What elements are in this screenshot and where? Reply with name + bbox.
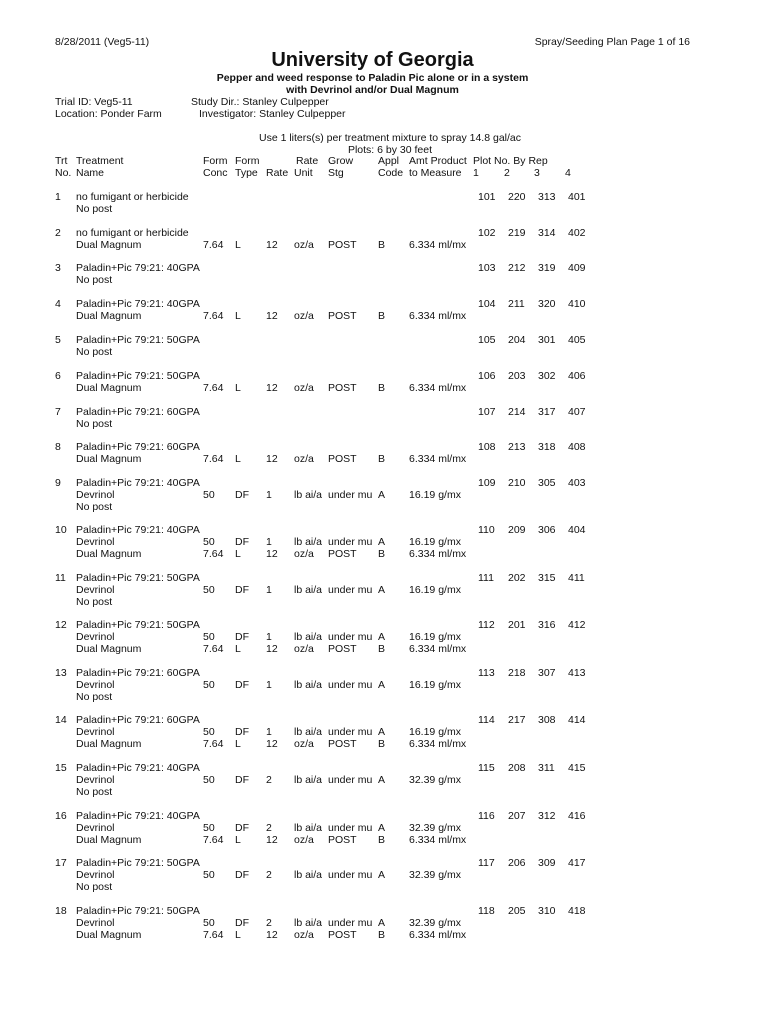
grow-stage: POST: [328, 239, 357, 251]
appl-code: A: [378, 584, 386, 596]
plot-rep-1: 101: [478, 191, 496, 203]
plot-rep-1: 102: [478, 227, 496, 239]
amt-product: 16.19 g/mx: [409, 679, 461, 691]
amt-product: 32.39 g/mx: [409, 822, 461, 834]
appl-code: A: [378, 774, 386, 786]
study-director: Study Dir.: Stanley Culpepper: [191, 96, 329, 108]
form-type: DF: [235, 917, 249, 929]
form-conc: 50: [203, 631, 215, 643]
plot-rep-4: 402: [568, 227, 586, 239]
plot-rep-3: 305: [538, 477, 556, 489]
treatment-name: Devrinol: [76, 917, 115, 929]
plot-rep-3: 307: [538, 667, 556, 679]
plot-rep-1: 110: [478, 524, 495, 536]
plot-rep-4: 404: [568, 524, 586, 536]
plot-rep-4: 403: [568, 477, 586, 489]
treatment-name: Paladin+Pic 79:21: 50GPA: [76, 857, 200, 869]
grow-stage: under mu: [328, 631, 373, 643]
plot-rep-3: 301: [538, 334, 556, 346]
subtitle-line-2: with Devrinol and/or Dual Magnum: [286, 84, 459, 96]
treatment-name: Paladin+Pic 79:21: 40GPA: [76, 810, 200, 822]
rate: 2: [266, 774, 272, 786]
grow-stage: under mu: [328, 489, 373, 501]
rate: 12: [266, 382, 278, 394]
treatment-name: Paladin+Pic 79:21: 50GPA: [76, 619, 200, 631]
subtitle-line-1: Pepper and weed response to Paladin Pic alone or in a system: [216, 72, 529, 84]
col-rate-unit: Rate Unit: [294, 155, 319, 179]
rate-unit: oz/a: [294, 310, 314, 322]
amt-product: 6.334 ml/mx: [409, 834, 467, 846]
col-treatment-name: Treatment Name: [76, 155, 124, 179]
treatment-number: 15: [55, 762, 67, 774]
form-type: L: [235, 738, 241, 750]
trial-id: Trial ID: Veg5-11: [55, 96, 133, 108]
plot-rep-1: 116: [478, 810, 495, 822]
plot-rep-4: 406: [568, 370, 586, 382]
treatment-name: no fumigant or herbicide: [76, 191, 189, 203]
rate: 2: [266, 869, 272, 881]
grow-stage: under mu: [328, 774, 373, 786]
rate-unit: lb ai/a: [294, 679, 323, 691]
plot-rep-2: 202: [508, 572, 526, 584]
plot-rep-4: 415: [568, 762, 586, 774]
plot-rep-3: 310: [538, 905, 556, 917]
plot-rep-2: 207: [508, 810, 526, 822]
plot-rep-4: 412: [568, 619, 586, 631]
spray-volume-note: Use 1 liters(s) per treatment mixture to spray 14.8 gal/ac: [258, 132, 522, 144]
col-amt-product: Amt Product to Measure: [409, 155, 467, 179]
appl-code: A: [378, 869, 386, 881]
treatment-name: Paladin+Pic 79:21: 40GPA: [76, 262, 200, 274]
col-grow-stage: Grow Stg: [328, 155, 354, 179]
amt-product: 6.334 ml/mx: [409, 738, 467, 750]
rate-unit: lb ai/a: [294, 726, 323, 738]
grow-stage: under mu: [328, 917, 373, 929]
form-conc: 7.64: [203, 834, 224, 846]
form-type: L: [235, 382, 241, 394]
treatment-name: Paladin+Pic 79:21: 40GPA: [76, 762, 200, 774]
grow-stage: under mu: [328, 822, 373, 834]
form-conc: 7.64: [203, 929, 224, 941]
grow-stage: under mu: [328, 679, 373, 691]
grow-stage: POST: [328, 738, 357, 750]
treatment-name: Devrinol: [76, 584, 115, 596]
rate-unit: lb ai/a: [294, 536, 323, 548]
grow-stage: under mu: [328, 726, 373, 738]
treatment-name: Paladin+Pic 79:21: 50GPA: [76, 370, 200, 382]
plot-rep-4: 410: [568, 298, 586, 310]
plot-rep-2: 219: [508, 227, 526, 239]
plot-rep-3: 319: [538, 262, 556, 274]
col-form-type: Form Type: [235, 155, 260, 179]
plot-rep-1: 114: [478, 714, 495, 726]
plot-rep-2: 210: [508, 477, 526, 489]
treatment-name: Dual Magnum: [76, 738, 142, 750]
rate: 1: [266, 489, 272, 501]
rate: 2: [266, 917, 272, 929]
treatment-name: No post: [76, 274, 113, 286]
form-conc: 7.64: [203, 548, 224, 560]
plot-rep-4: 418: [568, 905, 586, 917]
treatment-name: Paladin+Pic 79:21: 60GPA: [76, 714, 200, 726]
form-type: L: [235, 239, 241, 251]
form-conc: 50: [203, 584, 215, 596]
plot-rep-3: 306: [538, 524, 556, 536]
amt-product: 6.334 ml/mx: [409, 453, 467, 465]
treatment-number: 8: [55, 441, 61, 453]
treatment-name: No post: [76, 501, 113, 513]
form-type: DF: [235, 869, 249, 881]
treatment-number: 3: [55, 262, 61, 274]
treatment-number: 5: [55, 334, 61, 346]
plot-rep-2: 218: [508, 667, 526, 679]
treatment-name: Devrinol: [76, 536, 115, 548]
appl-code: B: [378, 929, 386, 941]
appl-code: A: [378, 917, 386, 929]
rate: 1: [266, 679, 272, 691]
plot-rep-2: 212: [508, 262, 526, 274]
rate-unit: lb ai/a: [294, 631, 323, 643]
plot-rep-4: 411: [568, 572, 585, 584]
rate-unit: oz/a: [294, 834, 314, 846]
form-conc: 7.64: [203, 453, 224, 465]
form-type: L: [235, 453, 241, 465]
rate-unit: lb ai/a: [294, 584, 323, 596]
grow-stage: POST: [328, 453, 357, 465]
plot-rep-2: 214: [508, 406, 526, 418]
form-conc: 50: [203, 489, 215, 501]
treatment-name: Dual Magnum: [76, 310, 142, 322]
appl-code: B: [378, 834, 386, 846]
treatment-name: Paladin+Pic 79:21: 50GPA: [76, 572, 200, 584]
grow-stage: POST: [328, 548, 357, 560]
form-type: DF: [235, 822, 249, 834]
amt-product: 16.19 g/mx: [409, 536, 461, 548]
rate-unit: oz/a: [294, 929, 314, 941]
plot-rep-1: 113: [478, 667, 495, 679]
treatment-name: Dual Magnum: [76, 453, 142, 465]
page-label: Spray/Seeding Plan Page 1 of 16: [534, 36, 690, 48]
amt-product: 6.334 ml/mx: [409, 643, 467, 655]
plot-rep-3: 316: [538, 619, 556, 631]
col-rep-4: 4: [565, 167, 571, 179]
treatment-name: Dual Magnum: [76, 643, 142, 655]
amt-product: 6.334 ml/mx: [409, 239, 467, 251]
plot-rep-2: 206: [508, 857, 526, 869]
plot-rep-1: 111: [478, 572, 494, 584]
investigator: Investigator: Stanley Culpepper: [199, 108, 346, 120]
rate: 1: [266, 536, 272, 548]
treatment-number: 1: [55, 191, 61, 203]
form-conc: 50: [203, 822, 215, 834]
appl-code: B: [378, 643, 386, 655]
appl-code: A: [378, 726, 386, 738]
treatment-number: 18: [55, 905, 67, 917]
rate: 12: [266, 548, 278, 560]
treatment-name: no fumigant or herbicide: [76, 227, 189, 239]
plot-size-note: Plots: 6 by 30 feet: [347, 144, 433, 156]
treatment-number: 11: [55, 572, 66, 584]
grow-stage: under mu: [328, 584, 373, 596]
rate: 12: [266, 239, 278, 251]
plot-rep-3: 302: [538, 370, 556, 382]
form-type: L: [235, 310, 241, 322]
form-conc: 7.64: [203, 738, 224, 750]
rate-unit: oz/a: [294, 239, 314, 251]
plot-rep-1: 115: [478, 762, 495, 774]
plot-rep-2: 204: [508, 334, 526, 346]
plot-rep-3: 314: [538, 227, 556, 239]
form-type: DF: [235, 679, 249, 691]
plot-rep-2: 201: [508, 619, 526, 631]
appl-code: A: [378, 489, 386, 501]
col-plot-no-by-rep: Plot No. By Rep: [473, 155, 548, 167]
treatment-name: No post: [76, 786, 113, 798]
treatment-name: Paladin+Pic 79:21: 40GPA: [76, 298, 200, 310]
form-conc: 50: [203, 869, 215, 881]
appl-code: B: [378, 738, 386, 750]
treatment-name: Devrinol: [76, 631, 115, 643]
treatment-number: 17: [55, 857, 67, 869]
amt-product: 6.334 ml/mx: [409, 310, 467, 322]
form-type: L: [235, 929, 241, 941]
col-rep-3: 3: [534, 167, 540, 179]
plot-rep-4: 409: [568, 262, 586, 274]
plot-rep-4: 417: [568, 857, 586, 869]
treatment-name: Dual Magnum: [76, 548, 142, 560]
treatment-name: No post: [76, 691, 113, 703]
treatment-number: 7: [55, 406, 61, 418]
amt-product: 16.19 g/mx: [409, 726, 461, 738]
plot-rep-1: 107: [478, 406, 496, 418]
plot-rep-1: 103: [478, 262, 496, 274]
treatment-name: No post: [76, 346, 113, 358]
form-type: L: [235, 834, 241, 846]
form-type: DF: [235, 489, 249, 501]
rate: 12: [266, 834, 278, 846]
plot-rep-1: 108: [478, 441, 496, 453]
appl-code: B: [378, 239, 386, 251]
plot-rep-3: 313: [538, 191, 556, 203]
amt-product: 32.39 g/mx: [409, 917, 461, 929]
plot-rep-1: 117: [478, 857, 495, 869]
treatment-name: No post: [76, 881, 113, 893]
treatment-number: 9: [55, 477, 61, 489]
amt-product: 16.19 g/mx: [409, 584, 461, 596]
plot-rep-2: 211: [508, 298, 525, 310]
form-conc: 50: [203, 726, 215, 738]
rate-unit: lb ai/a: [294, 869, 323, 881]
treatment-name: Paladin+Pic 79:21: 60GPA: [76, 441, 200, 453]
page-title: University of Georgia: [271, 49, 474, 71]
plot-rep-3: 311: [538, 762, 555, 774]
col-rate: Rate: [266, 167, 289, 179]
plot-rep-4: 416: [568, 810, 586, 822]
plot-rep-1: 105: [478, 334, 496, 346]
grow-stage: POST: [328, 929, 357, 941]
plot-rep-1: 109: [478, 477, 496, 489]
rate: 2: [266, 822, 272, 834]
plot-rep-3: 308: [538, 714, 556, 726]
appl-code: B: [378, 548, 386, 560]
appl-code: B: [378, 453, 386, 465]
location: Location: Ponder Farm: [55, 108, 162, 120]
treatment-number: 4: [55, 298, 61, 310]
appl-code: A: [378, 679, 386, 691]
treatment-name: Dual Magnum: [76, 382, 142, 394]
col-form-conc: Form Conc: [203, 155, 228, 179]
form-conc: 7.64: [203, 382, 224, 394]
rate-unit: lb ai/a: [294, 822, 323, 834]
amt-product: 32.39 g/mx: [409, 774, 461, 786]
col-rep-1: 1: [473, 167, 479, 179]
form-type: DF: [235, 584, 249, 596]
rate: 12: [266, 738, 278, 750]
plot-rep-2: 220: [508, 191, 526, 203]
treatment-number: 16: [55, 810, 67, 822]
col-trt: Trt No.: [55, 155, 72, 179]
treatment-number: 2: [55, 227, 61, 239]
rate-unit: oz/a: [294, 453, 314, 465]
amt-product: 6.334 ml/mx: [409, 382, 467, 394]
plot-rep-1: 106: [478, 370, 496, 382]
amt-product: 16.19 g/mx: [409, 489, 461, 501]
rate-unit: oz/a: [294, 643, 314, 655]
amt-product: 6.334 ml/mx: [409, 929, 467, 941]
form-type: L: [235, 643, 241, 655]
rate: 12: [266, 643, 278, 655]
form-type: DF: [235, 631, 249, 643]
form-conc: 50: [203, 917, 215, 929]
treatment-number: 14: [55, 714, 67, 726]
rate-unit: lb ai/a: [294, 774, 323, 786]
treatment-name: Dual Magnum: [76, 834, 142, 846]
treatment-number: 13: [55, 667, 67, 679]
treatment-name: Paladin+Pic 79:21: 40GPA: [76, 477, 200, 489]
form-conc: 50: [203, 679, 215, 691]
plot-rep-1: 112: [478, 619, 495, 631]
treatment-name: Paladin+Pic 79:21: 40GPA: [76, 524, 200, 536]
rate: 1: [266, 726, 272, 738]
treatment-name: Devrinol: [76, 774, 115, 786]
plot-rep-4: 407: [568, 406, 586, 418]
plot-rep-3: 317: [538, 406, 556, 418]
form-type: DF: [235, 774, 249, 786]
rate-unit: lb ai/a: [294, 917, 323, 929]
plot-rep-3: 320: [538, 298, 556, 310]
form-conc: 50: [203, 774, 215, 786]
rate-unit: lb ai/a: [294, 489, 323, 501]
col-rep-2: 2: [504, 167, 510, 179]
plot-rep-3: 318: [538, 441, 556, 453]
treatment-number: 6: [55, 370, 61, 382]
treatment-number: 12: [55, 619, 67, 631]
form-type: DF: [235, 726, 249, 738]
date-trial: 8/28/2011 (Veg5-11): [55, 36, 150, 48]
treatment-name: No post: [76, 418, 113, 430]
treatment-name: Paladin+Pic 79:21: 50GPA: [76, 334, 200, 346]
grow-stage: POST: [328, 310, 357, 322]
appl-code: A: [378, 822, 386, 834]
plot-rep-3: 315: [538, 572, 556, 584]
plot-rep-2: 213: [508, 441, 526, 453]
plot-rep-1: 118: [478, 905, 495, 917]
plot-rep-2: 205: [508, 905, 526, 917]
col-appl-code: Appl Code: [378, 155, 404, 179]
treatment-name: Dual Magnum: [76, 239, 142, 251]
treatment-name: Devrinol: [76, 869, 115, 881]
rate-unit: oz/a: [294, 548, 314, 560]
plot-rep-4: 413: [568, 667, 586, 679]
appl-code: A: [378, 631, 386, 643]
grow-stage: POST: [328, 382, 357, 394]
rate-unit: oz/a: [294, 738, 314, 750]
grow-stage: POST: [328, 834, 357, 846]
rate-unit: oz/a: [294, 382, 314, 394]
plot-rep-2: 217: [508, 714, 526, 726]
form-type: DF: [235, 536, 249, 548]
form-conc: 7.64: [203, 310, 224, 322]
plot-rep-3: 312: [538, 810, 556, 822]
treatment-name: Devrinol: [76, 679, 115, 691]
form-conc: 50: [203, 536, 215, 548]
treatment-name: Dual Magnum: [76, 929, 142, 941]
plot-rep-1: 104: [478, 298, 496, 310]
grow-stage: under mu: [328, 536, 373, 548]
treatment-name: Devrinol: [76, 726, 115, 738]
plot-rep-3: 309: [538, 857, 556, 869]
treatment-name: No post: [76, 203, 113, 215]
plot-rep-2: 209: [508, 524, 526, 536]
rate: 1: [266, 631, 272, 643]
amt-product: 32.39 g/mx: [409, 869, 461, 881]
treatment-name: Devrinol: [76, 822, 115, 834]
amt-product: 6.334 ml/mx: [409, 548, 467, 560]
plot-rep-4: 408: [568, 441, 586, 453]
form-conc: 7.64: [203, 643, 224, 655]
form-type: L: [235, 548, 241, 560]
amt-product: 16.19 g/mx: [409, 631, 461, 643]
rate: 12: [266, 453, 278, 465]
grow-stage: POST: [328, 643, 357, 655]
plot-rep-2: 208: [508, 762, 526, 774]
rate: 12: [266, 310, 278, 322]
rate: 1: [266, 584, 272, 596]
appl-code: B: [378, 310, 386, 322]
plot-rep-2: 203: [508, 370, 526, 382]
treatment-name: Paladin+Pic 79:21: 50GPA: [76, 905, 200, 917]
grow-stage: under mu: [328, 869, 373, 881]
form-conc: 7.64: [203, 239, 224, 251]
plot-rep-4: 405: [568, 334, 586, 346]
treatment-number: 10: [55, 524, 67, 536]
appl-code: B: [378, 382, 386, 394]
plot-rep-4: 414: [568, 714, 586, 726]
treatment-name: No post: [76, 596, 113, 608]
treatment-name: Devrinol: [76, 489, 115, 501]
plot-rep-4: 401: [568, 191, 586, 203]
treatment-name: Paladin+Pic 79:21: 60GPA: [76, 406, 200, 418]
appl-code: A: [378, 536, 386, 548]
rate: 12: [266, 929, 278, 941]
treatment-name: Paladin+Pic 79:21: 60GPA: [76, 667, 200, 679]
